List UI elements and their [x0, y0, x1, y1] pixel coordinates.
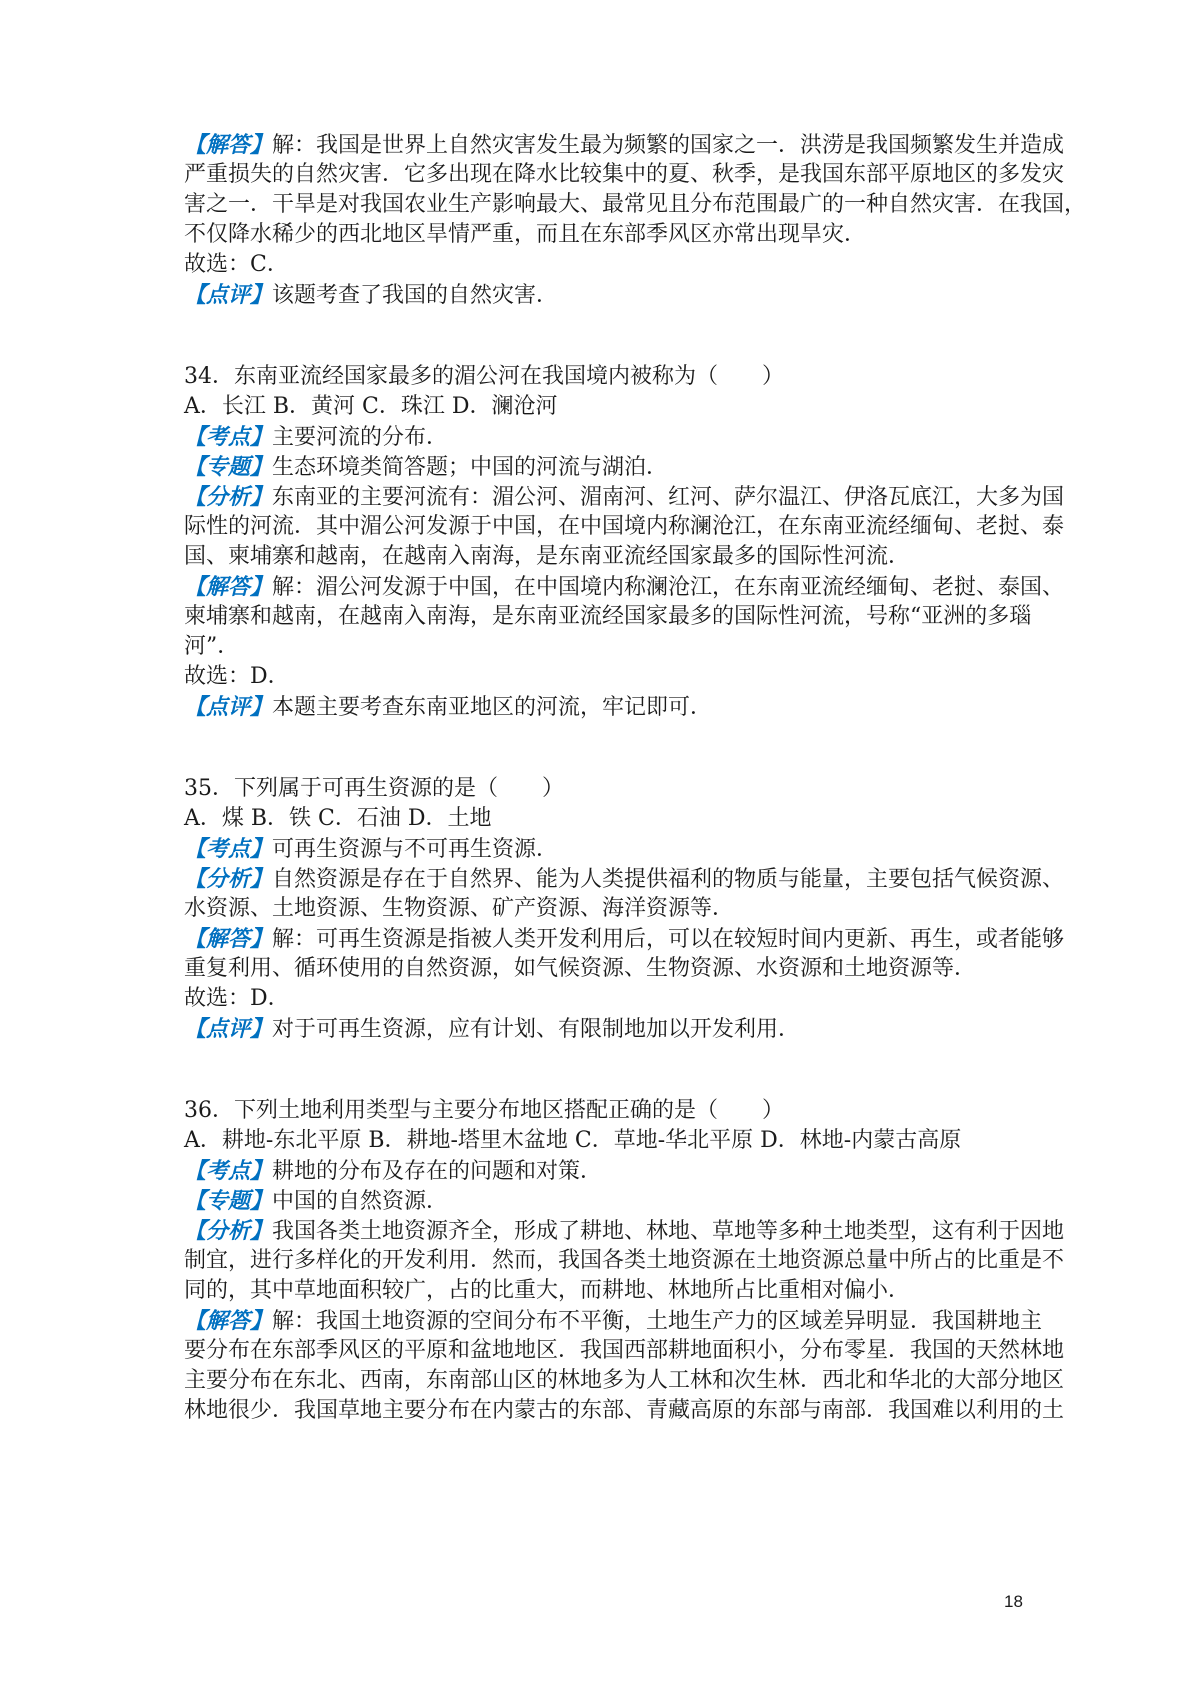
line-text: 重复利用、循环使用的自然资源，如气候资源、生物资源、水资源和土地资源等．: [184, 956, 977, 981]
text-line: [184, 1096, 784, 1126]
section-tag: 【考点】: [184, 836, 273, 862]
text-line: [184, 160, 1064, 190]
section-tag: 【点评】: [184, 282, 273, 308]
line-text: 林地很少．我国草地主要分布在内蒙古的东部、青藏高原的东部与南部．我国难以利用的土: [184, 1398, 1065, 1423]
line-text: 解：湄公河发源于中国，在中国境内称澜沧江，在东南亚流经缅甸、老挝、泰国、: [272, 575, 1065, 600]
text-line: [184, 512, 1064, 542]
text-line: [184, 452, 668, 483]
line-text: 主要分布在东北、西南，东南部山区的林地多为人工林和次生林．西北和华北的大部分地区: [184, 1368, 1065, 1393]
text-line: [184, 774, 564, 804]
text-line: [184, 984, 290, 1014]
text-line: [184, 954, 976, 984]
text-line: [184, 1156, 602, 1187]
text-line: [184, 632, 239, 662]
section-tag: 【考点】: [184, 424, 273, 450]
line-text: 36．下列土地利用类型与主要分布地区搭配正确的是（ ）: [184, 1098, 784, 1123]
text-line: [184, 692, 712, 723]
line-text: 故选：D．: [184, 664, 290, 689]
line-text: 制宜，进行多样化的开发利用．然而，我国各类土地资源在土地资源总量中所占的比重是不: [184, 1248, 1065, 1273]
text-line: [184, 834, 558, 865]
section-tag: 【专题】: [184, 1188, 273, 1214]
text-line: [184, 1396, 1064, 1426]
text-line: [184, 1186, 448, 1217]
line-text: 可再生资源与不可再生资源．: [272, 837, 559, 862]
line-text: 自然资源是存在于自然界、能为人类提供福利的物质与能量，主要包括气候资源、: [272, 867, 1065, 892]
text-line: [184, 572, 1064, 603]
line-text: 柬埔寨和越南，在越南入南海，是东南亚流经国家最多的国际性河流，号称“亚洲的多瑙: [184, 604, 1032, 629]
text-line: [184, 220, 866, 250]
line-text: 34．东南亚流经国家最多的湄公河在我国境内被称为（ ）: [184, 364, 784, 389]
section-tag: 【解答】: [184, 926, 273, 952]
text-line: [184, 1216, 1064, 1247]
line-text: A．耕地-东北平原 B．耕地-塔里木盆地 C．草地-华北平原 D．林地-内蒙古高原: [184, 1128, 962, 1153]
section-tag: 【点评】: [184, 1016, 273, 1042]
line-text: 国、柬埔寨和越南，在越南入南海，是东南亚流经国家最多的国际性河流．: [184, 544, 911, 569]
text-line: [184, 1336, 1064, 1366]
text-line: [184, 422, 448, 453]
line-text: 水资源、土地资源、生物资源、矿产资源、海洋资源等．: [184, 896, 735, 921]
section-tag: 【分析】: [184, 1218, 273, 1244]
text-line: [184, 130, 1064, 161]
text-line: [184, 362, 784, 392]
section-tag: 【分析】: [184, 866, 273, 892]
section-tag: 【考点】: [184, 1158, 273, 1184]
line-text: 解：我国是世界上自然灾害发生最为频繁的国家之一．洪涝是我国频繁发生并造成: [272, 133, 1065, 158]
text-line: [184, 1276, 910, 1306]
line-text: 同的，其中草地面积较广，占的比重大，而耕地、林地所占比重相对偏小．: [184, 1278, 911, 1303]
line-text: 不仅降水稀少的西北地区旱情严重，而且在东部季风区亦常出现旱灾．: [184, 222, 867, 247]
line-text: 解：我国土地资源的空间分布不平衡，土地生产力的区域差异明显．我国耕地主: [272, 1309, 1043, 1334]
line-text: 害之一．干旱是对我国农业生产影响最大、最常见且分布范围最广的一种自然灾害．在我国，: [184, 192, 1087, 217]
text-line: [184, 894, 734, 924]
text-line: [184, 190, 1086, 220]
line-text: 主要河流的分布．: [272, 425, 449, 450]
section-tag: 【专题】: [184, 454, 273, 480]
line-text: A．长江 B．黄河 C．珠江 D．澜沧河: [184, 394, 558, 419]
section-tag: 【分析】: [184, 484, 273, 510]
line-text: 故选：D．: [184, 986, 290, 1011]
line-text: 东南亚的主要河流有：湄公河、湄南河、红河、萨尔温江、伊洛瓦底江，大多为国: [272, 485, 1065, 510]
line-text: 35．下列属于可再生资源的是（ ）: [184, 776, 564, 801]
text-line: [184, 1306, 1042, 1337]
text-line: [184, 662, 290, 692]
text-line: [184, 804, 492, 834]
line-text: 故选：C．: [184, 252, 289, 277]
line-text: 河”．: [184, 634, 240, 659]
text-line: [184, 542, 910, 572]
text-line: [184, 392, 558, 422]
section-tag: 【解答】: [184, 132, 273, 158]
text-line: [184, 250, 289, 280]
line-text: 中国的自然资源．: [272, 1189, 449, 1214]
line-text: 我国各类土地资源齐全，形成了耕地、林地、草地等多种土地类型，这有利于因地: [272, 1219, 1065, 1244]
section-tag: 【解答】: [184, 574, 273, 600]
line-text: 耕地的分布及存在的问题和对策．: [272, 1159, 603, 1184]
line-text: 要分布在东部季风区的平原和盆地地区．我国西部耕地面积小，分布零星．我国的天然林地: [184, 1338, 1065, 1363]
line-text: 际性的河流．其中湄公河发源于中国，在中国境内称澜沧江，在东南亚流经缅甸、老挝、泰: [184, 514, 1065, 539]
text-line: [184, 1126, 961, 1156]
text-line: [184, 482, 1064, 513]
text-line: [184, 1366, 1064, 1396]
line-text: 严重损失的自然灾害．它多出现在降水比较集中的夏、秋季，是我国东部平原地区的多发灾: [184, 162, 1065, 187]
text-line: [184, 1014, 800, 1045]
text-line: [184, 602, 1031, 632]
text-line: [184, 924, 1064, 955]
line-text: 生态环境类简答题；中国的河流与湖泊．: [272, 455, 669, 480]
text-line: [184, 864, 1064, 895]
line-text: 解：可再生资源是指被人类开发利用后，可以在较短时间内更新、再生，或者能够: [272, 927, 1065, 952]
section-tag: 【解答】: [184, 1308, 273, 1334]
line-text: 该题考查了我国的自然灾害．: [272, 283, 559, 308]
text-line: [184, 1246, 1064, 1276]
line-text: 对于可再生资源，应有计划、有限制地加以开发利用．: [272, 1017, 801, 1042]
line-text: 本题主要考查东南亚地区的河流，牢记即可．: [272, 695, 713, 720]
text-line: [184, 280, 558, 311]
section-tag: 【点评】: [184, 694, 273, 720]
page-number: 18: [1004, 1592, 1023, 1611]
line-text: A．煤 B．铁 C．石油 D．土地: [184, 806, 492, 831]
